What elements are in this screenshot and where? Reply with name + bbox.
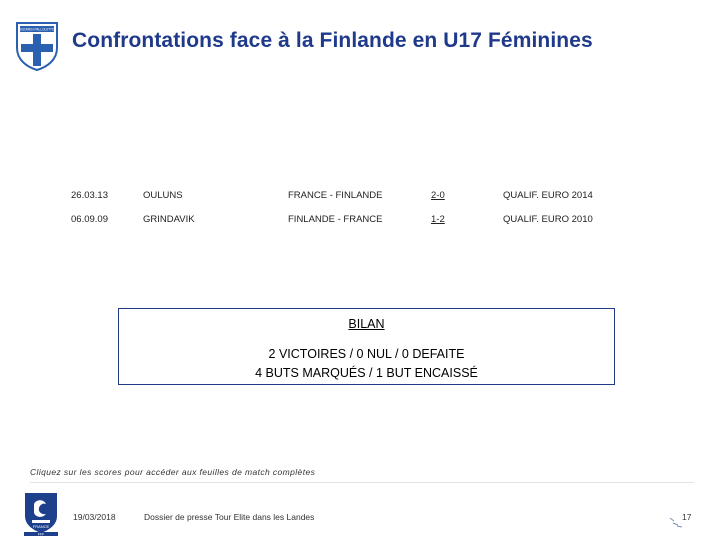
match-competition: QUALIF. EURO 2010: [503, 214, 593, 225]
match-date: 26.03.13: [71, 190, 108, 201]
svg-text:FRANCE: FRANCE: [32, 524, 50, 529]
svg-text:FFF: FFF: [37, 532, 45, 536]
corner-mark-icon: [669, 516, 683, 528]
svg-text:SUOMEN PALLOLIITTO: SUOMEN PALLOLIITTO: [19, 27, 55, 32]
match-teams: FINLANDE - FRANCE: [288, 214, 383, 225]
footer-date: 19/03/2018: [73, 512, 116, 522]
match-row: [0, 214, 720, 230]
match-teams: FRANCE - FINLANDE: [288, 190, 383, 201]
bilan-goals: 4 BUTS MARQUÉS / 1 BUT ENCAISSÉ: [255, 366, 478, 380]
match-place: OULUNS: [143, 190, 183, 201]
footer-text: Dossier de presse Tour Elite dans les Landes: [144, 512, 315, 522]
match-score-link[interactable]: 1-2: [431, 214, 445, 225]
match-place: GRINDAVIK: [143, 214, 195, 225]
fff-logo: [22, 490, 60, 536]
match-row: [0, 190, 720, 206]
match-score-link[interactable]: 2-0: [431, 190, 445, 201]
finland-federation-logo: [14, 20, 60, 72]
bilan-box: [118, 308, 615, 385]
bilan-results: 2 VICTOIRES / 0 NUL / 0 DEFAITE: [268, 347, 465, 361]
page-title: Confrontations face à la Finlande en U17 Féminines: [72, 29, 593, 52]
page-number: 17: [682, 512, 692, 522]
bilan-title: BILAN: [348, 317, 385, 331]
footer-divider: [30, 482, 694, 483]
match-date: 06.09.09: [71, 214, 108, 225]
match-competition: QUALIF. EURO 2014: [503, 190, 593, 201]
scores-hint: Cliquez sur les scores pour accéder aux feuilles de match complètes: [30, 467, 316, 477]
